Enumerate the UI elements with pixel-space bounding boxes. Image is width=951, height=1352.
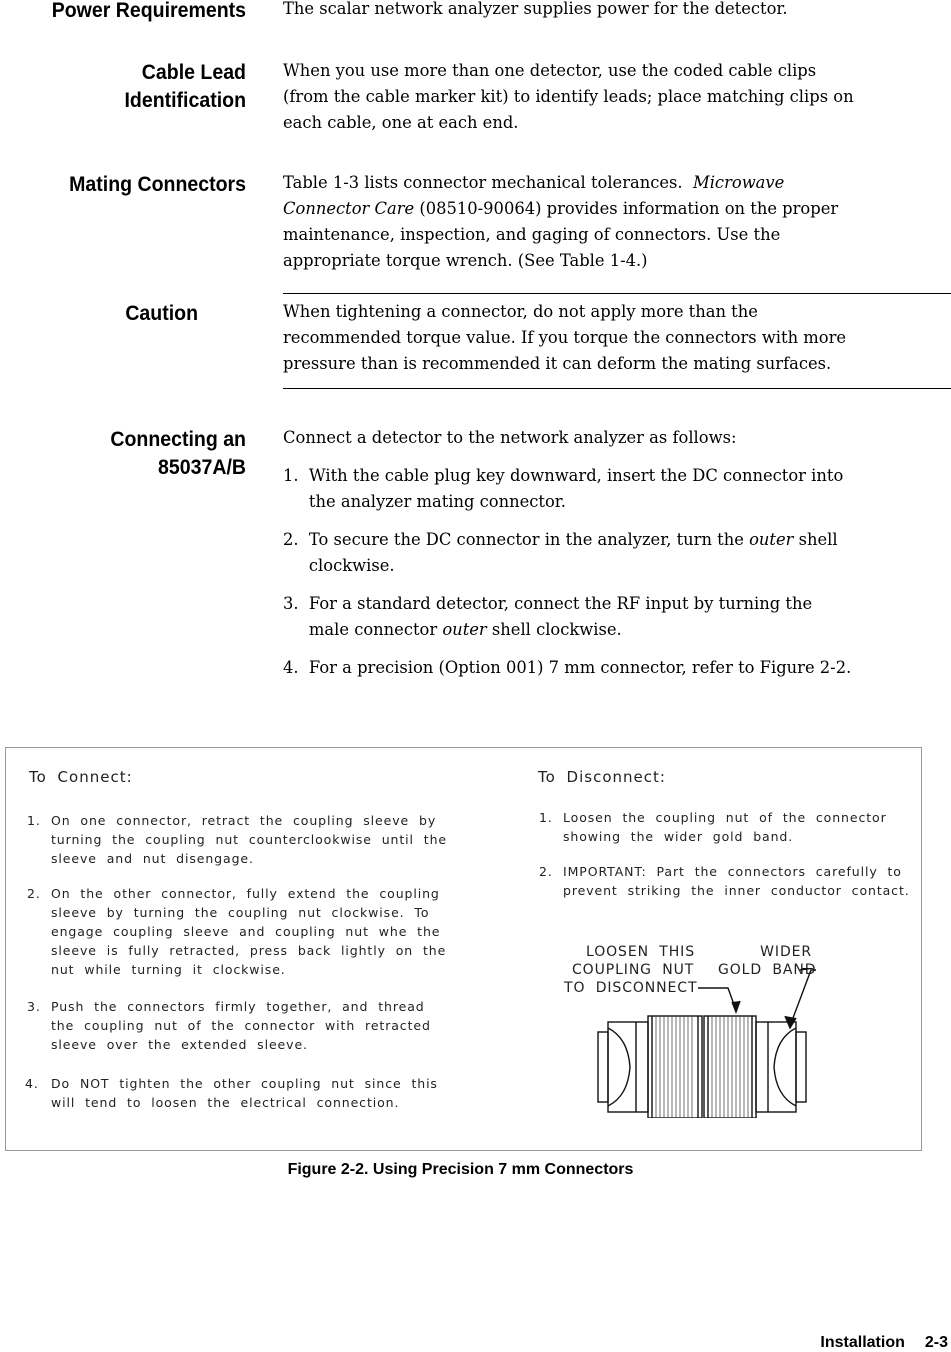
to-disconnect-title: To Disconnect: xyxy=(538,768,666,786)
cable-lead-heading: Cable Lead Identification xyxy=(124,61,246,112)
list-item: 4. Do NOT tighten the other coupling nut since this will tend to loosen the electrical connection. xyxy=(25,1076,438,1110)
loosen-label: LOOSEN THIS COUPLING NUT TO DISCONNECT xyxy=(564,944,698,996)
list-item: 1. With the cable plug key downward, insert the DC connector into the analyzer mating connector. xyxy=(283,466,844,512)
to-disconnect-steps xyxy=(539,808,887,846)
to-connect-steps xyxy=(25,1074,438,1112)
to-connect-steps xyxy=(27,884,446,979)
power-requirements-text: The scalar network analyzer supplies power for the detector. xyxy=(283,0,788,19)
to-connect-title: To Connect: xyxy=(29,768,133,786)
to-connect-steps xyxy=(27,811,447,868)
caution-bottom-rule xyxy=(283,388,951,389)
figure-2-2 xyxy=(5,747,922,1151)
page-footer xyxy=(800,1334,948,1352)
connecting-intro: Connect a detector to the network analyzer as follows: xyxy=(283,428,737,448)
list-item: 1. On one connector, retract the coupling sleeve by turning the coupling nut counterclookwise until the sleeve and nut disengage. xyxy=(27,813,447,866)
connecting-steps xyxy=(283,463,851,681)
connecting-heading: Connecting an 85037A/B xyxy=(110,428,246,479)
connector-illustration xyxy=(586,968,816,1118)
list-item: 2. On the other connector, fully extend the coupling sleeve by turning the coupling nut clockwise. To engage coupling sleeve and coupling nut whe the sleeve is fully retracted, press back lightly on the nut while turning it clockwise. xyxy=(27,886,447,977)
to-connect-steps xyxy=(27,997,431,1054)
to-disconnect-steps xyxy=(539,862,910,900)
mating-connectors-text: Table 1-3 lists connector mechanical tolerances. Microwave Connector Care (08510-90064) provides information on the proper maintenance, inspection, and gaging of connectors. Use the appropriate torque wrench. (See Table 1-4.) xyxy=(283,173,839,271)
caution-top-rule xyxy=(283,293,951,294)
figure-caption: Figure 2-2. Using Precision 7 mm Connectors xyxy=(287,1161,634,1178)
list-item: 3. Push the connectors firmly together, and thread the coupling nut of the connector with retracted sleeve over the extended sleeve. xyxy=(27,999,431,1052)
caution-heading: Caution xyxy=(125,302,198,325)
list-item: 1. Loosen the coupling nut of the connector showing the wider gold band. xyxy=(539,810,887,844)
caution-text: When tightening a connector, do not apply more than the recommended torque value. If you torque the connectors with more pressure than is recommended it can deform the mating surfaces. xyxy=(283,302,847,374)
power-requirements-heading: Power Requirements xyxy=(51,0,246,22)
list-item: 3. For a standard detector, connect the RF input by turning the male connector outer shell clockwise. xyxy=(283,594,813,640)
list-item: 2. IMPORTANT: Part the connectors carefully to prevent striking the inner conductor contact. xyxy=(539,864,910,898)
footer-section: Installation xyxy=(820,1334,905,1351)
page-number: 2-3 xyxy=(924,1334,948,1351)
cable-lead-text: When you use more than one detector, use the coded cable clips (from the cable marker kit) to identify leads; place matching clips on each cable, one at each end. xyxy=(283,61,854,133)
wider-gold-band-label: WIDER GOLD BAND xyxy=(718,944,817,978)
list-item: 2. To secure the DC connector in the analyzer, turn the outer shell clockwise. xyxy=(283,530,838,576)
mating-connectors-heading: Mating Connectors xyxy=(69,173,246,196)
list-item: 4. For a precision (Option 001) 7 mm connector, refer to Figure 2-2. xyxy=(283,658,852,678)
